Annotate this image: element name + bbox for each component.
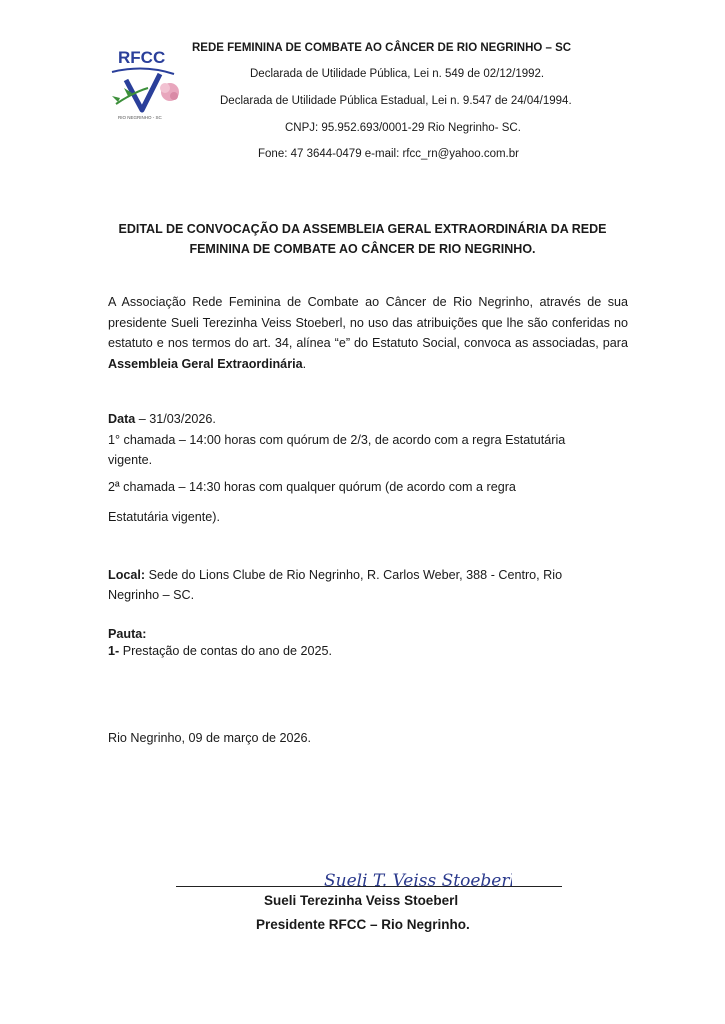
location-line xyxy=(108,565,562,586)
intro-paragraph xyxy=(108,292,628,374)
agenda-label: Pauta: xyxy=(108,627,147,641)
organization-name: REDE FEMININA DE COMBATE AO CÂNCER DE RIO NEGRINHO – SC xyxy=(192,42,572,54)
agenda-item-text: Prestação de contas do ano de 2025. xyxy=(119,644,333,658)
title-line-2: FEMININA DE COMBATE AO CÂNCER DE RIO NEGRINHO. xyxy=(189,242,536,256)
first-call-line: 1° chamada – 14:00 horas com quórum de 2/3, de acordo com a regra Estatutária xyxy=(108,433,566,447)
intro-bold-text: Assembleia Geral Extraordinária xyxy=(108,356,303,371)
public-utility-municipal: Declarada de Utilidade Pública, Lei n. 549 de 02/12/1992. xyxy=(250,68,545,80)
agenda-item-number: 1- xyxy=(108,644,120,658)
location-value: Sede do Lions Clube de Rio Negrinho, R. Carlos Weber, 388 - Centro, Rio xyxy=(145,568,563,582)
date-label: Data xyxy=(108,412,136,426)
intro-end: . xyxy=(302,356,307,371)
signatory-name: Sueli Terezinha Veiss Stoeberl xyxy=(264,893,459,908)
second-call-line: 2ª chamada – 14:30 horas com qualquer quórum (de acordo com a regra xyxy=(108,480,516,494)
logo-subtext: RIO NEGRINHO - SC xyxy=(118,115,162,120)
logo-text: RFCC xyxy=(118,48,166,67)
location-line-2: Negrinho – SC. xyxy=(108,588,195,602)
intro-text: A Associação Rede Feminina de Combate ao Câncer de Rio Negrinho, através de sua presidente Sueli Terezinha Veiss Stoeberl, no uso das atribuições que lhe são conferidas no estatuto e nos termos do art. 34, alínea “e” do Estatuto Social, convoca as associadas, para xyxy=(108,295,628,350)
first-call-line-2: vigente. xyxy=(108,453,153,467)
signature-line xyxy=(176,886,562,887)
rfcc-logo xyxy=(104,44,188,124)
date-line xyxy=(108,409,216,430)
handwritten-signature xyxy=(322,860,512,896)
contact-line: Fone: 47 3644-0479 e-mail: rfcc_rn@yahoo.com.br xyxy=(258,148,519,160)
place-date: Rio Negrinho, 09 de março de 2026. xyxy=(108,731,312,745)
agenda-item xyxy=(108,641,332,662)
logo-graphic xyxy=(104,44,188,124)
document-title xyxy=(100,219,625,259)
signature-graphic xyxy=(322,860,512,896)
signatory-role: Presidente RFCC – Rio Negrinho. xyxy=(256,917,470,932)
cnpj-line: CNPJ: 95.952.693/0001-29 Rio Negrinho- SC. xyxy=(285,122,521,134)
public-utility-state: Declarada de Utilidade Pública Estadual, Lei n. 9.547 de 24/04/1994. xyxy=(220,95,572,107)
location-label: Local: xyxy=(108,568,146,582)
signature-text: Sueli T. Veiss Stoeberl xyxy=(324,871,512,891)
title-line-1: EDITAL DE CONVOCAÇÃO DA ASSEMBLEIA GERAL EXTRAORDINÁRIA DA REDE xyxy=(118,222,607,236)
second-call-line-2: Estatutária vigente). xyxy=(108,510,221,524)
date-value: – 31/03/2026. xyxy=(135,412,216,426)
